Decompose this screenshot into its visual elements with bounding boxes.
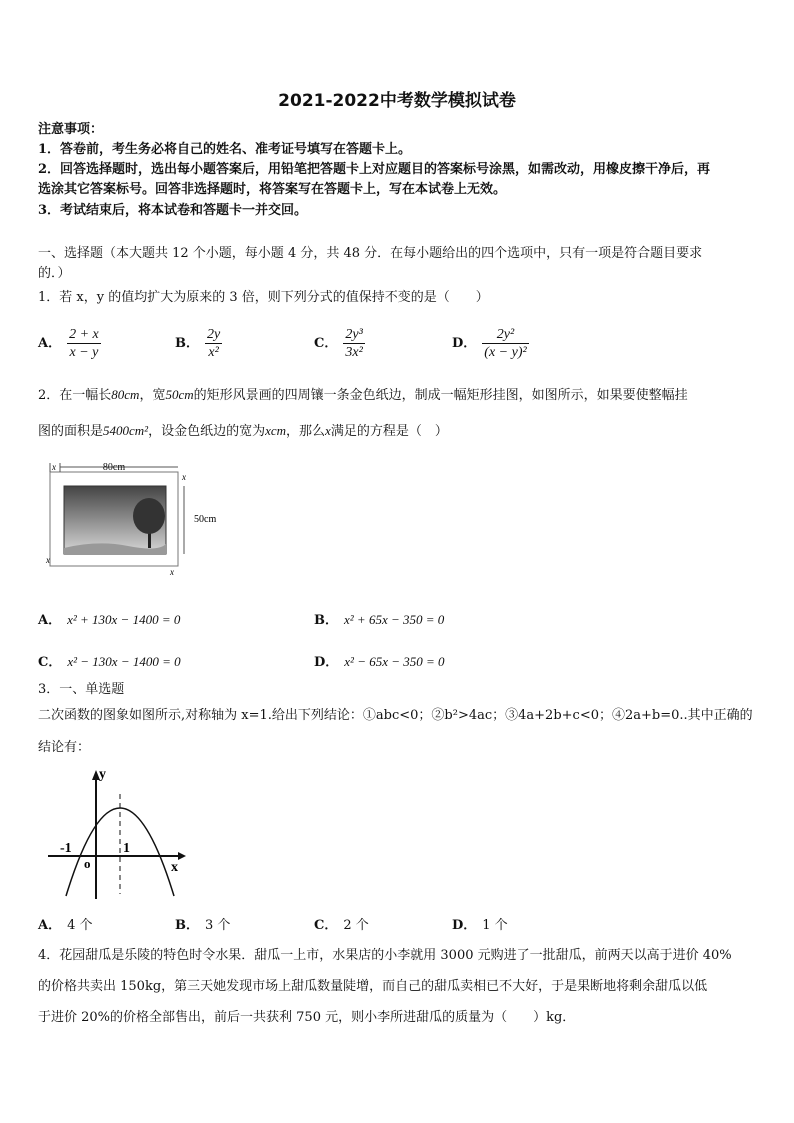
option-label: B． bbox=[175, 336, 199, 351]
q3-option-d bbox=[452, 914, 508, 933]
text: ，那么 bbox=[286, 424, 326, 439]
section-heading-cont: 的．） bbox=[38, 266, 71, 281]
option-text: x² + 65x − 350 = 0 bbox=[344, 612, 445, 627]
notice-heading: 注意事项： bbox=[38, 122, 104, 137]
fraction bbox=[482, 326, 528, 361]
text: ，设金色纸边的宽为 bbox=[148, 424, 266, 439]
option-text: x² + 130x − 1400 = 0 bbox=[67, 612, 181, 627]
math: 50cm bbox=[165, 387, 194, 402]
q3-stem: 二次函数的图象如图所示,对称轴为 x=1.给出下列结论：①abc<0；②b²>4ac；③4a+2b+c<0；④2a+b=0..其中正确的 bbox=[38, 708, 753, 723]
numerator: 2 + x bbox=[69, 327, 99, 342]
option-text: 1 个 bbox=[482, 918, 508, 933]
numerator: 2y³ bbox=[345, 327, 363, 342]
math: x bbox=[325, 423, 331, 438]
x-axis-arrow-icon bbox=[178, 852, 186, 860]
q3-option-c bbox=[314, 914, 369, 933]
q3-heading: 3．一、单选题 bbox=[38, 682, 125, 697]
text: ，宽 bbox=[139, 388, 166, 403]
option-text: x² − 65x − 350 = 0 bbox=[344, 654, 445, 669]
denominator: x − y bbox=[69, 345, 99, 360]
notice-item: 3．考试结束后，将本试卷和答题卡一并交回。 bbox=[38, 203, 308, 218]
option-text: 2 个 bbox=[343, 918, 369, 933]
q1-option-b bbox=[175, 326, 222, 361]
tree-icon bbox=[133, 498, 165, 534]
denominator: x² bbox=[208, 345, 219, 360]
option-text: 4 个 bbox=[67, 918, 93, 933]
q4-stem-line3: 于进价 20%的价格全部售出，前后一共获利 750 元，则小李所进甜瓜的质量为（ ）kg． bbox=[38, 1010, 576, 1025]
text: 2．在一幅长 bbox=[38, 388, 112, 403]
x-label: x bbox=[182, 472, 186, 482]
q2-option-c bbox=[38, 651, 181, 670]
q2-stem-line1 bbox=[38, 385, 688, 406]
text: 满足的方程是（ ） bbox=[330, 424, 448, 439]
q2-option-a bbox=[38, 609, 180, 628]
option-label: C． bbox=[314, 336, 338, 351]
q1-stem: 1．若 x，y 的值均扩大为原来的 3 倍，则下列分式的值保持不变的是（ ） bbox=[38, 290, 489, 305]
q3-stem-cont: 结论有： bbox=[38, 740, 91, 755]
x-label: x bbox=[52, 462, 56, 472]
option-label: D． bbox=[314, 655, 339, 670]
denominator: 3x² bbox=[345, 345, 363, 360]
option-text: 3 个 bbox=[205, 918, 231, 933]
math: 5400cm² bbox=[103, 423, 149, 438]
option-label: A． bbox=[38, 918, 62, 933]
numerator: 2y bbox=[207, 327, 221, 342]
q2-option-b bbox=[314, 609, 444, 628]
option-label: D． bbox=[452, 336, 477, 351]
option-label: A． bbox=[38, 336, 62, 351]
x-label: x bbox=[170, 567, 174, 577]
option-label: C． bbox=[38, 655, 62, 670]
numerator: 2y² bbox=[482, 326, 528, 344]
text: 图的面积是 bbox=[38, 424, 104, 439]
q3-option-b bbox=[175, 914, 230, 933]
tick-label-1: 1 bbox=[123, 841, 130, 856]
math: 80cm bbox=[111, 387, 140, 402]
page-title: 2021-2022中考数学模拟试卷 bbox=[278, 91, 516, 111]
q1-option-c bbox=[314, 326, 365, 361]
math: xcm bbox=[265, 423, 287, 438]
width-label: 80cm bbox=[102, 462, 126, 473]
origin-label: o bbox=[84, 856, 91, 871]
y-axis-label: y bbox=[99, 767, 106, 782]
parabola-graph bbox=[44, 764, 194, 904]
q1-option-a bbox=[38, 326, 101, 361]
section-heading: 一、选择题（本大题共 12 个小题，每小题 4 分，共 48 分．在每小题给出的四个选项中，只有一项是符合题目要求 bbox=[38, 246, 703, 261]
x-axis-label: x bbox=[171, 860, 178, 875]
q2-option-d bbox=[314, 651, 445, 670]
tick-label-neg1: -1 bbox=[60, 841, 72, 856]
fraction bbox=[343, 326, 364, 361]
option-label: A． bbox=[38, 613, 62, 628]
q4-stem-line1: 4．花园甜瓜是乐陵的特色时令水果．甜瓜一上市，水果店的小李就用 3000 元购进了一批甜瓜，前两天以高于进价 40% bbox=[38, 948, 732, 963]
option-text: x² − 130x − 1400 = 0 bbox=[67, 654, 181, 669]
x-label: x bbox=[46, 555, 50, 565]
q3-option-a bbox=[38, 914, 93, 933]
option-label: D． bbox=[452, 918, 477, 933]
notice-item: 2．回答选择题时，选出每小题答案后，用铅笔把答题卡上对应题目的答案标号涂黑，如需改动，用橡皮擦干净后，再 bbox=[38, 162, 711, 177]
q1-option-d bbox=[452, 326, 529, 361]
q4-stem-line2: 的价格共卖出 150kg，第三天她发现市场上甜瓜数量陡增，而自己的甜瓜卖相已不大好，于是果断地将剩余甜瓜以低 bbox=[38, 979, 708, 994]
framed-picture-figure bbox=[38, 458, 238, 578]
fraction bbox=[67, 326, 101, 361]
notice-item: 选涂其它答案标号。回答非选择题时，将答案写在答题卡上，写在本试卷上无效。 bbox=[38, 182, 507, 197]
text: 的矩形风景画的四周镶一条金色纸边，制成一幅矩形挂图，如图所示，如果要使整幅挂 bbox=[193, 388, 688, 403]
height-label: 50cm bbox=[194, 514, 217, 525]
option-label: B． bbox=[175, 918, 199, 933]
denominator: (x − y)² bbox=[484, 345, 527, 360]
option-label: C． bbox=[314, 918, 338, 933]
notice-item: 1．答卷前，考生务必将自己的姓名、准考证号填写在答题卡上。 bbox=[38, 142, 412, 157]
q2-stem-line2 bbox=[38, 421, 448, 442]
option-label: B． bbox=[314, 613, 338, 628]
fraction bbox=[205, 326, 222, 361]
